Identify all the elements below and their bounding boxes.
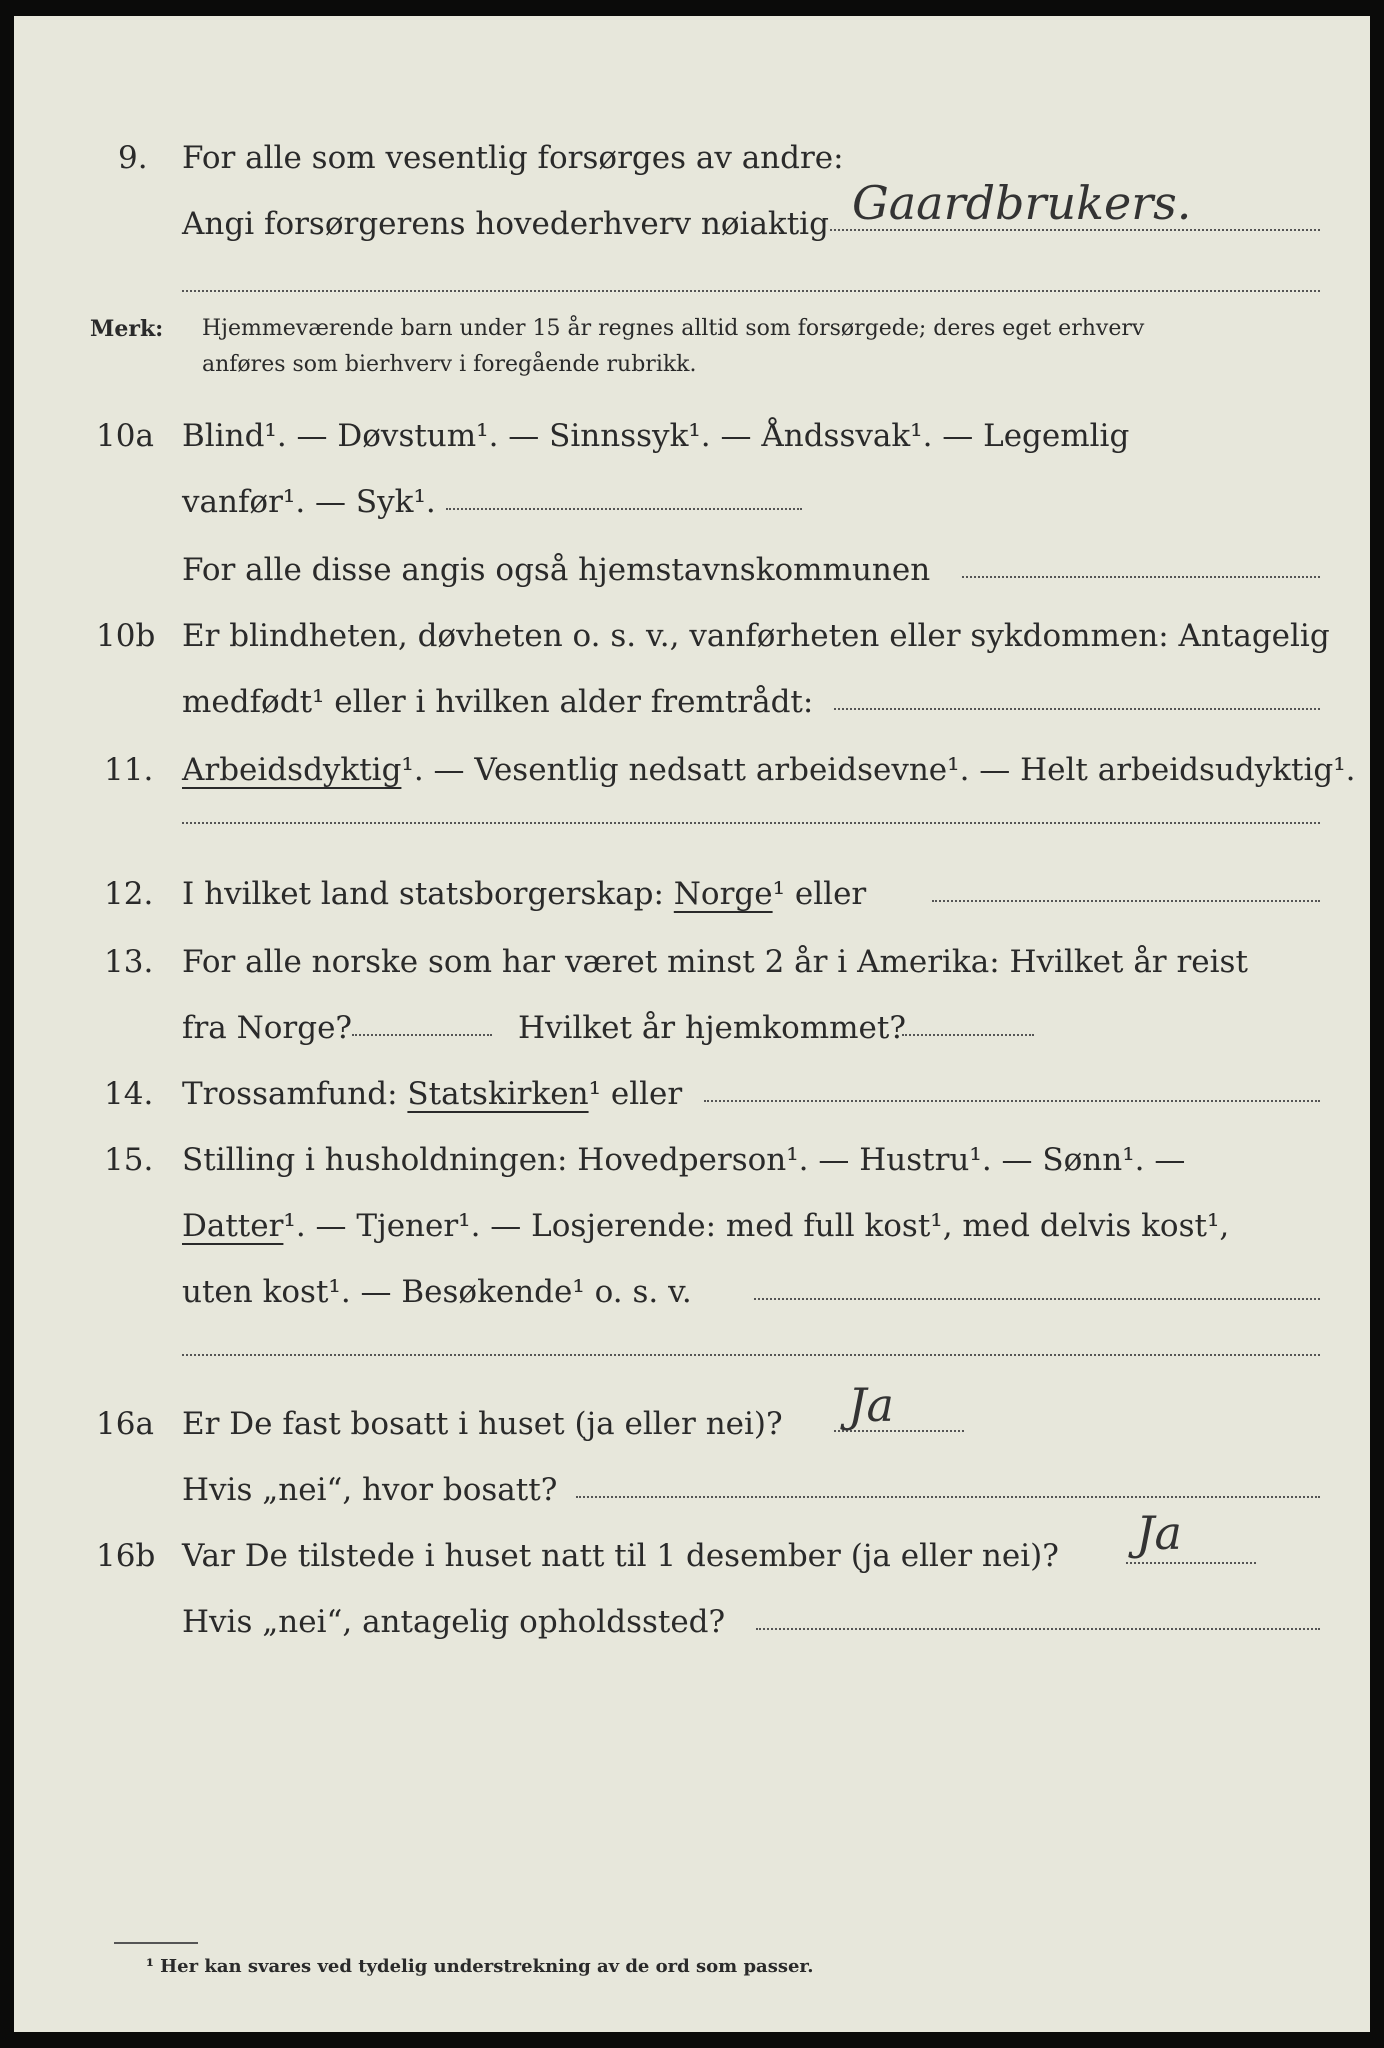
q15-extra-line xyxy=(182,1354,1320,1356)
q10a-line2-blank xyxy=(446,508,802,510)
footnote-separator xyxy=(114,1942,198,1944)
q10b-blank xyxy=(834,708,1320,710)
q16a-line2: Hvis „nei“, hvor bosatt? xyxy=(182,1472,558,1508)
q10b-line1: Er blindheten, døvheten o. s. v., vanførheten eller sykdommen: Antagelig xyxy=(182,618,1330,654)
q16b-handwritten-answer: Ja xyxy=(1136,1506,1182,1560)
q16a-number: 16a xyxy=(96,1406,154,1442)
q11-rest: ¹. — Vesentlig nedsatt arbeidsevne¹. — Helt arbeidsudyktig¹. xyxy=(401,752,1356,788)
q16b-blank xyxy=(756,1628,1320,1630)
q10b-number: 10b xyxy=(96,618,156,654)
q9-number: 9. xyxy=(118,140,148,176)
q13-line1: For alle norske som har været minst 2 år i Amerika: Hvilket år reist xyxy=(182,944,1248,980)
q11-extra-line xyxy=(182,822,1320,824)
q16b-line2: Hvis „nei“, antagelig opholdssted? xyxy=(182,1604,726,1640)
q10a-line3: For alle disse angis også hjemstavnskommunen xyxy=(182,552,931,588)
q13-year-returned-blank xyxy=(902,1034,1034,1036)
q16a-line1: Er De fast bosatt i huset (ja eller nei)? xyxy=(182,1406,783,1442)
q11-line xyxy=(182,750,1356,790)
q16b-line1: Var De tilstede i huset natt til 1 desember (ja eller nei)? xyxy=(182,1538,1059,1574)
footnote: ¹ Her kan svares ved tydelig understrekning av de ord som passer. xyxy=(146,1956,814,1977)
q12-number: 12. xyxy=(104,876,154,912)
q9-line2: Angi forsørgerens hovederhverv nøiaktig xyxy=(182,206,829,242)
q14-option-statskirken: Statskirken xyxy=(407,1076,589,1112)
q15-line1: Stilling i husholdningen: Hovedperson¹. — Hustru¹. — Sønn¹. — xyxy=(182,1142,1186,1178)
q14-number: 14. xyxy=(104,1076,154,1112)
q10a-line3-blank xyxy=(962,576,1320,578)
q9-extra-line xyxy=(182,290,1320,292)
q13-line2b: Hvilket år hjemkommet? xyxy=(518,1010,906,1046)
q16b-answer-line xyxy=(1126,1562,1256,1564)
q12-rest: ¹ eller xyxy=(772,876,867,912)
q14-text: Trossamfund: xyxy=(182,1076,398,1112)
q13-line2a: fra Norge? xyxy=(182,1010,353,1046)
q16b-number: 16b xyxy=(96,1538,156,1574)
census-form-page xyxy=(14,16,1370,2032)
q15-line3: uten kost¹. — Besøkende¹ o. s. v. xyxy=(182,1274,692,1310)
q12-blank xyxy=(932,900,1320,902)
q13-year-left-blank xyxy=(352,1034,492,1036)
q9-handwritten-answer: Gaardbrukers. xyxy=(852,176,1192,230)
q15-number: 15. xyxy=(104,1142,154,1178)
q10a-line1: Blind¹. — Døvstum¹. — Sinnssyk¹. — Åndssvak¹. — Legemlig xyxy=(182,418,1130,454)
q14-rest: ¹ eller xyxy=(588,1076,683,1112)
q15-option-datter: Datter xyxy=(182,1208,284,1244)
merk-label: Merk: xyxy=(90,316,164,342)
q13-number: 13. xyxy=(104,944,154,980)
q12-option-norge: Norge xyxy=(673,876,773,912)
q12-text: I hvilket land statsborgerskap: xyxy=(182,876,664,912)
q11-option-arbeidsdyktig: Arbeidsdyktig xyxy=(182,752,402,788)
q10b-line2: medfødt¹ eller i hvilken alder fremtrådt: xyxy=(182,684,814,720)
q16a-blank xyxy=(576,1496,1320,1498)
q10a-number: 10a xyxy=(96,418,154,454)
q15-line2-rest: ¹. — Tjener¹. — Losjerende: med full kost¹, med delvis kost¹, xyxy=(283,1208,1230,1244)
q9-line1: For alle som vesentlig forsørges av andre: xyxy=(182,140,844,176)
q15-line2 xyxy=(182,1206,1229,1246)
merk-line1: Hjemmeværende barn under 15 år regnes alltid som forsørgede; deres eget erhverv xyxy=(202,316,1145,341)
q11-number: 11. xyxy=(104,752,154,788)
q14-blank xyxy=(704,1100,1320,1102)
q15-blank xyxy=(754,1298,1320,1300)
q12-line xyxy=(182,874,866,914)
merk-line2: anføres som bierhverv i foregående rubrikk. xyxy=(202,352,697,377)
q14-line xyxy=(182,1074,682,1114)
q10a-line2: vanfør¹. — Syk¹. xyxy=(182,484,436,520)
q16a-handwritten-answer: Ja xyxy=(848,1378,894,1432)
